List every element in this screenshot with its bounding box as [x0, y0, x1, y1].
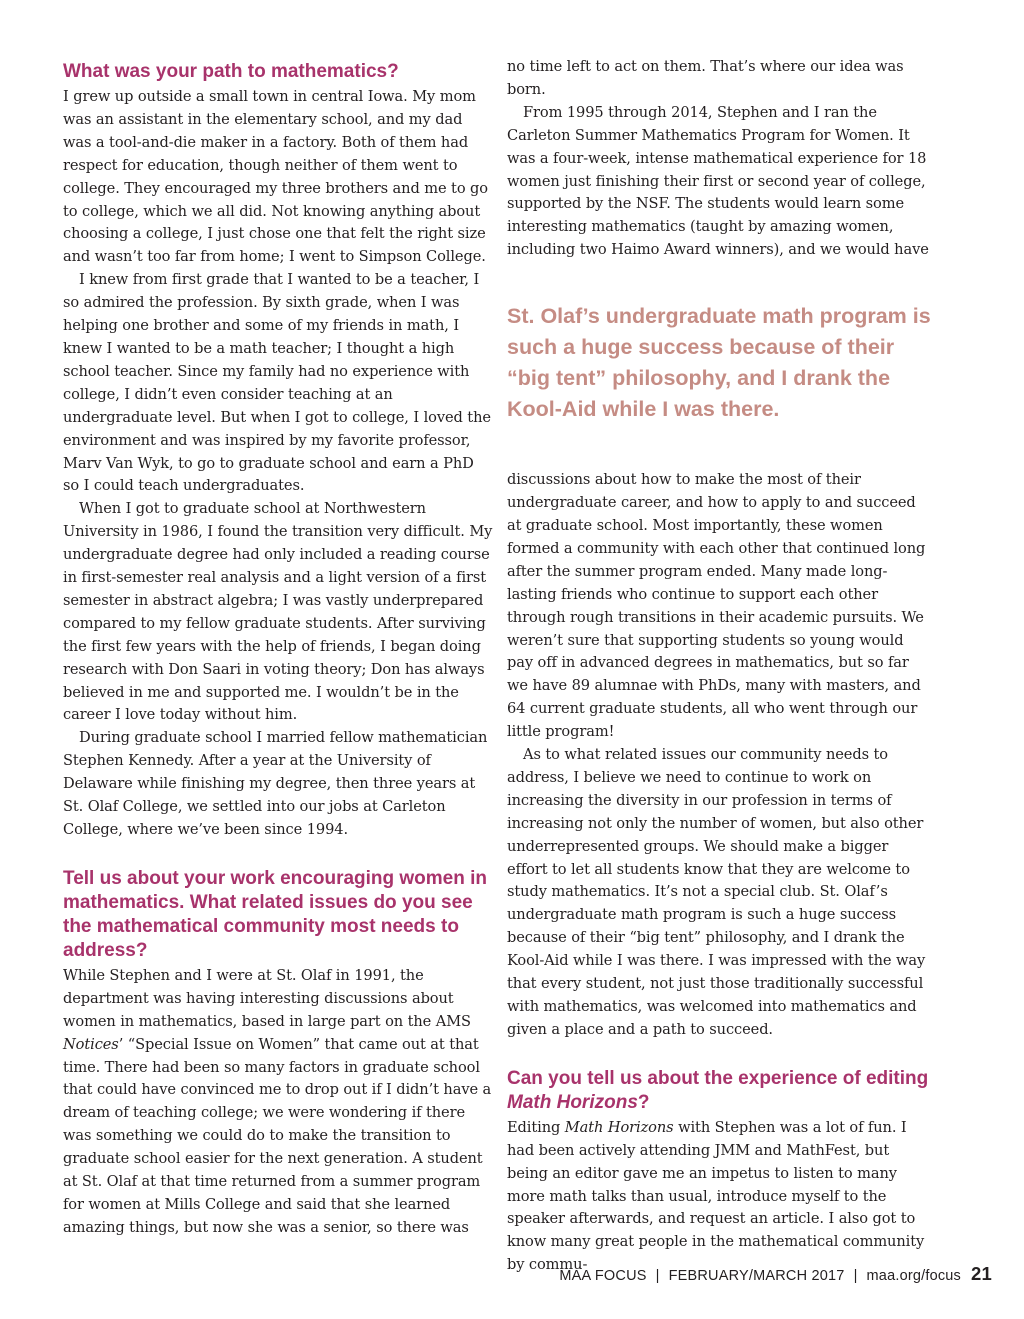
paragraph: From 1995 through 2014, Stephen and I ran the Carleton Summer Mathematics Program for Women. It was a four-week, intense mathematical experience for 18 women just finishing their first or second year of college, supported by the NSF. The students would learn some interesting mathematics (taught by amazing women, including two Haimo Award winners), and we would have: [507, 103, 929, 259]
issue-date: FEBRUARY/MARCH 2017: [668, 1268, 845, 1284]
footer-separator: |: [655, 1268, 660, 1284]
page-number: 21: [971, 1263, 992, 1284]
paragraph: Editing Math Horizons with Stephen was a lot of fun. I had been actively attending JMM and MathFest, but being an editor gave me an impetus to listen to many more math talks than usual, introduce myself to the speaker afterwards, and request an article. I also got to know many great people in the mathematical community by commu-: [507, 1118, 925, 1274]
question-editing-math-horizons: Can you tell us about the experience of editing Math Horizons?: [507, 1067, 929, 1113]
question-encouraging-women: Tell us about your work encouraging women in mathematics. What related issues do you see the mathematical community most needs to address?: [63, 867, 488, 961]
right-column: [507, 56, 932, 1277]
paragraph: While Stephen and I were at St. Olaf in 1991, the department was having interesting discussions about women in mathematics, based in large part on the AMS Notices’ “Special Issue on Women” that came out at that time. There had been so many factors in graduate school that could have convinced me to drop out if I didn’t have a dream of teaching college; we were wondering if there was something we could do to make the transition to graduate school easier for the next generation. A student at St. Olaf at that time returned from a summer program for women at Mills College and said that she learned amazing things, but now she was a senior, so there was: [63, 966, 492, 1236]
paragraph: discussions about how to make the most of their undergraduate career, and how to apply to and succeed at graduate school. Most importantly, these women formed a community with each other that continued long after the summer program ended. Many made long-lasting friends who continue to support each other through rough transitions in their academic pursuits. We weren’t sure that supporting students so young would pay off in advanced degrees in mathematics, but so far we have 89 alumnae with PhDs, many with masters, and 64 current graduate students, all who went through our little program!: [507, 471, 926, 741]
paragraph: no time left to act on them. That’s where our idea was born.: [507, 58, 904, 98]
paragraph: I knew from first grade that I wanted to be a teacher, I so admired the profession. By sixth grade, when I was helping one brother and some of my friends in math, I knew I wanted to be a math teacher; I thought a high school teacher. Since my family had no experience with college, I didn’t even consider teaching at an undergraduate level. But when I got to college, I loved the environment and was inspired by my favorite professor, Marv Van Wyk, to go to graduate school and earn a PhD so I could teach undergraduates.: [63, 271, 491, 495]
footer-url: maa.org/focus: [866, 1268, 962, 1284]
left-column: [63, 56, 493, 1240]
footer-separator: |: [853, 1268, 858, 1284]
paragraph: I grew up outside a small town in central Iowa. My mom was an assistant in the elementary school, and my dad was a tool-and-die maker in a factory. Both of them had respect for education, though neither of them went to college. They encouraged my three brothers and me to go to college, which we all did. Not knowing anything about choosing a college, I just chose one that felt the right size and wasn’t too far from home; I went to Simpson College.: [63, 88, 488, 266]
publication-name: MAA FOCUS: [559, 1268, 647, 1284]
paragraph: As to what related issues our community needs to address, I believe we need to continue to work on increasing the diversity in our profession in terms of increasing not only the number of women, but also other underrepresented groups. We should make a bigger effort to let all students know that they are welcome to study mathematics. It’s not a special club. St. Olaf’s undergraduate math program is such a huge success because of their “big tent” philosophy, and I drank the Kool-Aid while I was there. I was impressed with the way that every student, not just those traditionally successful with mathematics, was welcomed into mathematics and given a place and a path to succeed.: [507, 746, 926, 1038]
paragraph: During graduate school I married fellow mathematician Stephen Kennedy. After a year at the University of Delaware while finishing my degree, then three years at St. Olaf College, we settled into our jobs at Carleton College, where we’ve been since 1994.: [63, 729, 488, 838]
pull-quote: St. Olaf’s undergraduate math program is such a huge success because of their “big tent” philosophy, and I drank the Kool-Aid while I was there.: [507, 304, 931, 422]
paragraph: When I got to graduate school at Northwestern University in 1986, I found the transition very difficult. My undergraduate degree had only included a reading course in first-semester real analysis and a light version of a first semester in abstract algebra; I was vastly underprepared compared to my fellow graduate students. After surviving the first few years with the help of friends, I began doing research with Don Saari in voting theory; Don has always believed in me and supported me. I wouldn’t be in the career I love today without him.: [63, 500, 493, 724]
question-path-to-math: What was your path to mathematics?: [63, 61, 399, 82]
page-footer: [559, 1263, 992, 1285]
